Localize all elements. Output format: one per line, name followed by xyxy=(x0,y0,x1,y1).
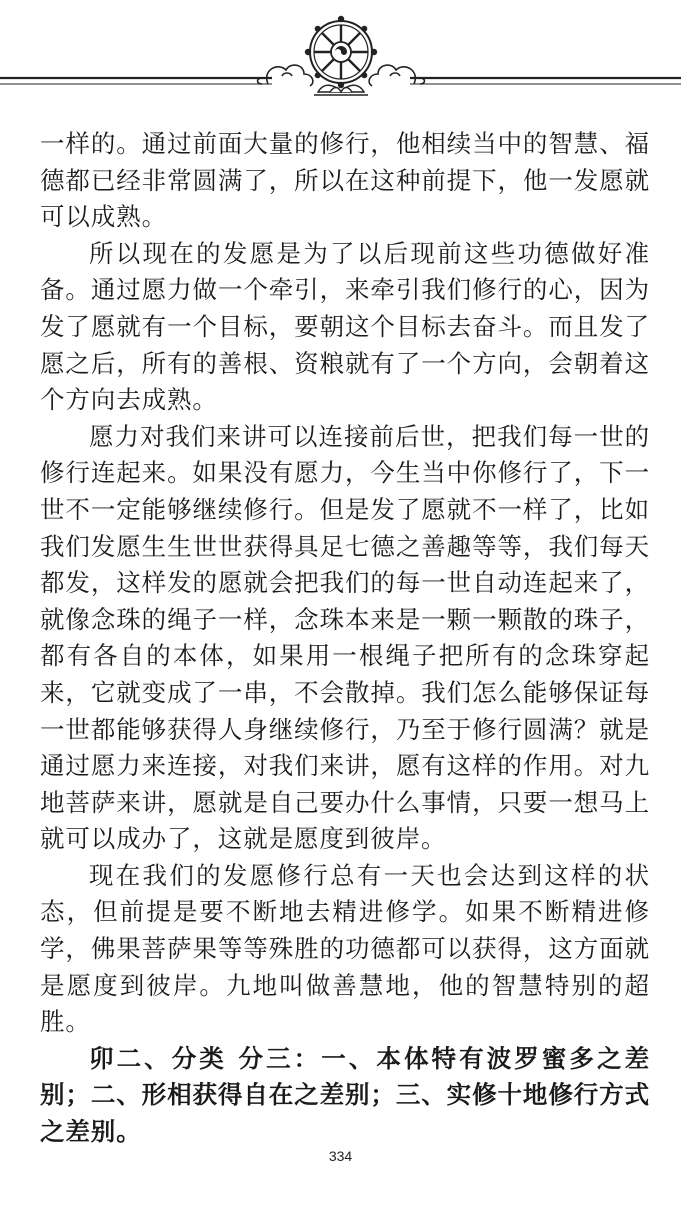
header-rule-left xyxy=(0,78,272,84)
paragraph-4: 现在我们的发愿修行总有一天也会达到这样的状态，但前提是要不断地去精进修学。如果不断精进修学，佛果菩萨果等等殊胜的功德都可以获得，这方面就是愿度到彼岸。九地叫做善慧地，他的智慧特别的超胜。 xyxy=(40,860,650,1037)
dharma-wheel-icon xyxy=(305,16,377,88)
header-ornament xyxy=(0,0,681,110)
cloud-ornament-right-icon xyxy=(369,65,424,86)
page-number: 334 xyxy=(328,1148,353,1164)
section-heading: 卯二、分类 分三：一、本体特有波罗蜜多之差别；二、形相获得自在之差别；三、实修十地修行方式之差别。 xyxy=(40,1043,650,1147)
paragraph-1: 一样的。通过前面大量的修行，他相续当中的智慧、福德都已经非常圆满了，所以在这种前提下，他一发愿就可以成熟。 xyxy=(40,129,650,232)
paragraph-2: 所以现在的发愿是为了以后现前这些功德做好准备。通过愿力做一个牵引，来牵引我们修行的心，因为发了愿就有一个目标，要朝这个目标去奋斗。而且发了愿之后，所有的善根、资粮就有了一个方向，会朝着这个方向去成熟。 xyxy=(40,238,650,415)
cloud-ornament-left-icon xyxy=(258,65,313,86)
paragraph-3: 愿力对我们来讲可以连接前后世，把我们每一世的修行连起来。如果没有愿力，今生当中你修行了，下一世不一定能够继续修行。但是发了愿就不一样了，比如我们发愿生生世世获得具足七德之善趣等等，我们每天都发，这样发的愿就会把我们的每一世自动连起来了，就像念珠的绳子一样，念珠本来是一颗一颗散的珠子，都有各自的本体，如果用一根绳子把所有的念珠穿起来，它就变成了一串，不会散掉。我们怎么能够保证每一世都能够获得人身继续修行，乃至于修行圆满？就是通过愿力来连接，对我们来讲，愿有这样的作用。对九地菩萨来讲，愿就是自己要办什么事情，只要一想马上就可以成办了，这就是愿度到彼岸。 xyxy=(40,421,650,854)
text-body xyxy=(40,126,650,1151)
header-rule-right xyxy=(410,78,681,84)
